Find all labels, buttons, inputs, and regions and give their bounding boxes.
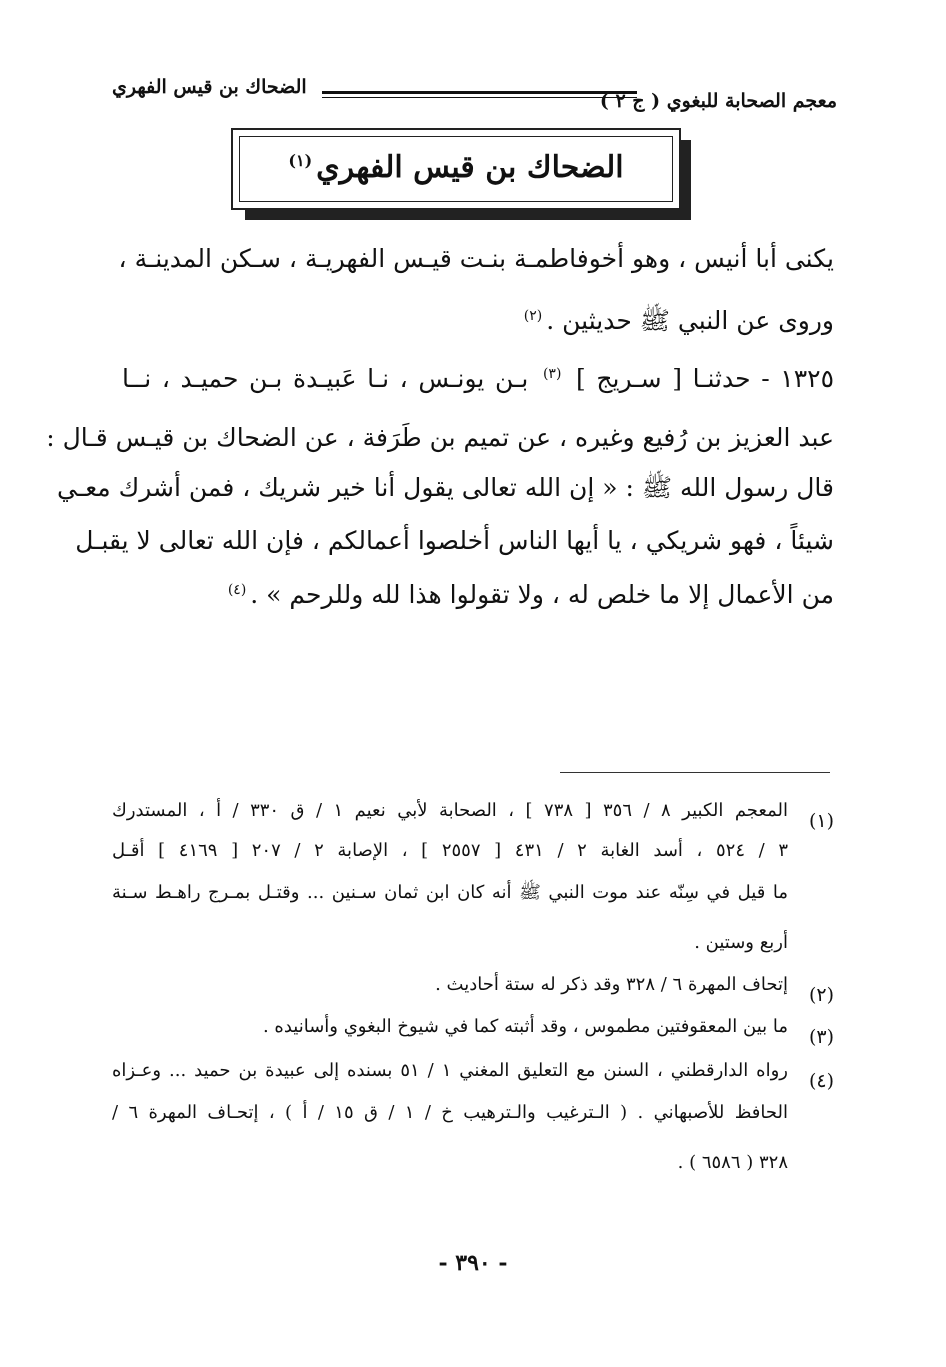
footnote-3-number: (٣) <box>808 1026 834 1048</box>
footnote-separator <box>560 772 830 773</box>
running-header-book-title: معجم الصحابة للبغوي ( ج ٢ ) <box>599 90 837 112</box>
body-line-6: شيئاً ، فهو شريكي ، يا أيها الناس أخلصوا أعمالكم ، فإن الله تعالى لا يقبـل <box>75 526 834 555</box>
running-header-entry-title: الضحاك بن قيس الفهري <box>112 76 307 98</box>
footnote-4-line-1: رواه الدارقطني ، السنن مع التعليق المغني ١ / ٥١ بسنده إلى عبيدة بن حميد ... وعـزاه <box>112 1060 788 1081</box>
footnote-1-line-1: المعجم الكبير ٨ / ٣٥٦ [ ٧٣٨ ] ، الصحابة لأبي نعيم ١ / ق ٣٣٠ / أ ، المستدرك <box>112 800 789 821</box>
body-line-5: قال رسول الله ﷺ : « إن الله تعالى يقول أنا خير شريك ، فمن أشرك معـي <box>57 473 834 502</box>
footnote-4-line-2: الحافظ للأصبهاني . ( الـترغيب والـترهيب خ / ١ / ق ١٥ / أ ) ، إتحـاف المهرة ٦ / <box>112 1102 788 1123</box>
footnote-1-line-3: ما قيل في سِنّه عند موت النبي ﷺ أنه كان ابن ثمان سـنين ... وقتـل بمـرج راهـط سـنة <box>112 882 788 903</box>
body-line-3 <box>122 364 834 394</box>
entry-title <box>233 150 679 185</box>
running-header-rule <box>322 91 637 94</box>
footnote-2-number: (٢) <box>808 984 834 1006</box>
running-header <box>112 74 837 114</box>
footnote-2-line-1: إتحاف المهرة ٦ / ٣٢٨ وقد ذكر له ستة أحاديث . <box>435 974 788 995</box>
footnote-4-number: (٤) <box>808 1070 834 1092</box>
footnote-1-number: (١) <box>808 810 834 832</box>
footnote-3-line-1: ما بين المعقوفتين مطموس ، وقد أثبته كما في شيوخ البغوي وأسانيده . <box>262 1016 788 1037</box>
body-line-3-start: ١٣٢٥ - حدثنـا [ سـريج ] <box>576 364 834 393</box>
body-line-7-text: من الأعمال إلا ما خلص له ، ولا تقولوا هذا لله وللرحم » . <box>250 580 834 609</box>
title-box-shadow <box>681 140 691 220</box>
entry-title-box <box>231 128 681 210</box>
body-line-2 <box>520 306 834 336</box>
body-line-1: يكنى أبا أنيس ، وهو أخوفاطمـة بنـت قيـس الفهريـة ، سـكن المدينـة ، <box>118 244 834 273</box>
entry-title-text: الضحاك بن قيس الفهري <box>316 150 624 185</box>
footnote-ref-3: (٣) <box>542 365 562 382</box>
page-number: - ٣٩٠ - <box>438 1250 508 1276</box>
body-line-7 <box>224 580 834 610</box>
body-line-2-text: وروى عن النبي ﷺ حديثين . <box>546 306 834 335</box>
footnote-4-line-3: ٣٢٨ ( ٦٥٨٦ ) . <box>677 1152 788 1173</box>
body-line-4: عبد العزيز بن رُفيع وغيره ، عن تميم بن طَرَفة ، عن الضحاك بن قيـس قـال : <box>46 423 834 452</box>
footnote-1-line-4: أربع وستين . <box>694 932 788 953</box>
footnote-ref-4: (٤) <box>227 581 247 598</box>
footnote-ref-2: (٢) <box>523 307 543 324</box>
body-line-3-end: بـن يونـس ، نـا عَبيـدة بـن حميـد ، نــا <box>122 364 529 393</box>
entry-title-footnote-ref: (١) <box>288 151 313 170</box>
footnote-1-line-2: ٣ / ٥٢٤ ، أسد الغابة ٢ / ٤٣١ [ ٢٥٥٧ ] ، الإصابة ٢ / ٢٠٧ [ ٤١٦٩ ] أقـل <box>112 840 789 861</box>
